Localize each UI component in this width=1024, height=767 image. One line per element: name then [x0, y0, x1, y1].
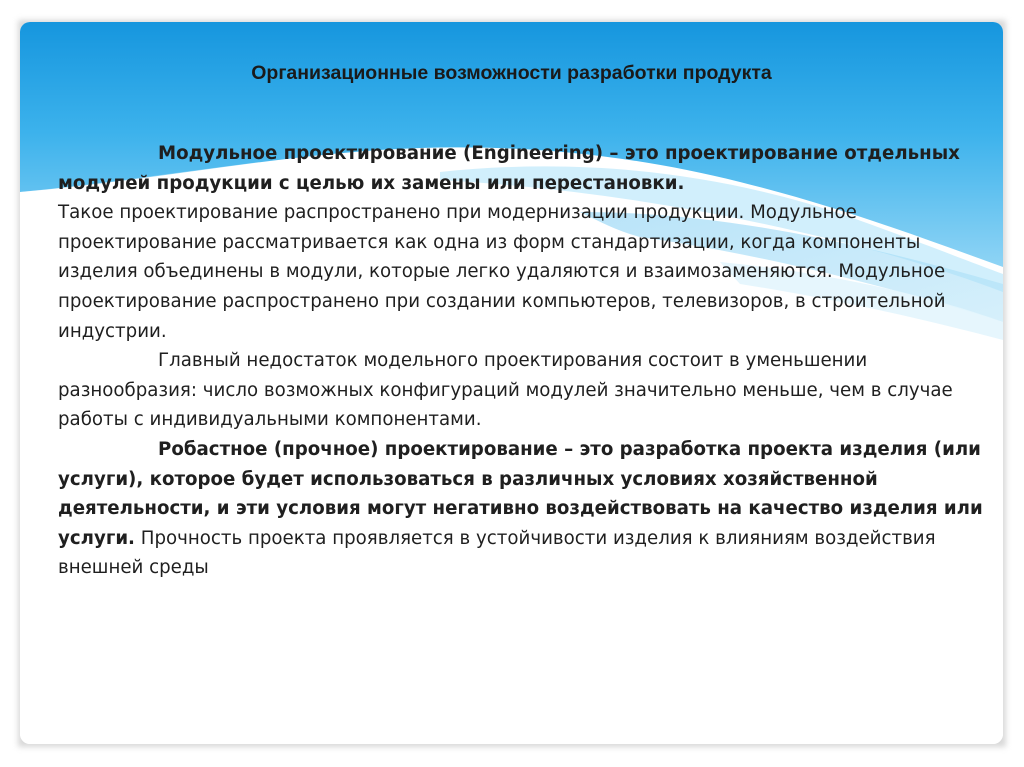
slide — [20, 22, 1003, 744]
modular-design-definition: Модульное проектирование (Engineering) – это проектирование отдельных модулей продукции с целью их замены или перестановки. — [58, 143, 960, 194]
robust-design-text: Прочность проекта проявляется в устойчивости изделия к влияниям воздействия внешней среды — [58, 527, 936, 579]
paragraph-modular-drawback — [58, 346, 993, 435]
paragraph-robust-design — [58, 435, 993, 583]
slide-title: Организационные возможности разработки продукта — [251, 62, 772, 84]
modular-drawback-text: Главный недостаток модельного проектирования состоит в уменьшении разнообразия: число возможных конфигураций модулей значительно меньше, чем в случае работы с индивидуальными компонентами. — [58, 350, 953, 431]
modular-design-text: Такое проектирование распространено при модернизации продукции. Модульное проектирование рассматривается как одна из форм стандартизации, когда компоненты изделия объединены в модули, которые легко удаляются и взаимозаменяются. Модульное проектирование распространено при создании компьютеров, телевизоров, в строительной индустрии. — [58, 202, 946, 342]
paragraph-modular-design — [58, 139, 993, 346]
robust-design-definition: Робастное (прочное) проектирование – это разработка проекта изделия (или услуги), которое будет использоваться в различных условиях хозяйственной деятельности, и эти условия могут негативно воздействовать на качество изделия или услуги. — [58, 438, 983, 549]
slide-body — [58, 139, 993, 583]
